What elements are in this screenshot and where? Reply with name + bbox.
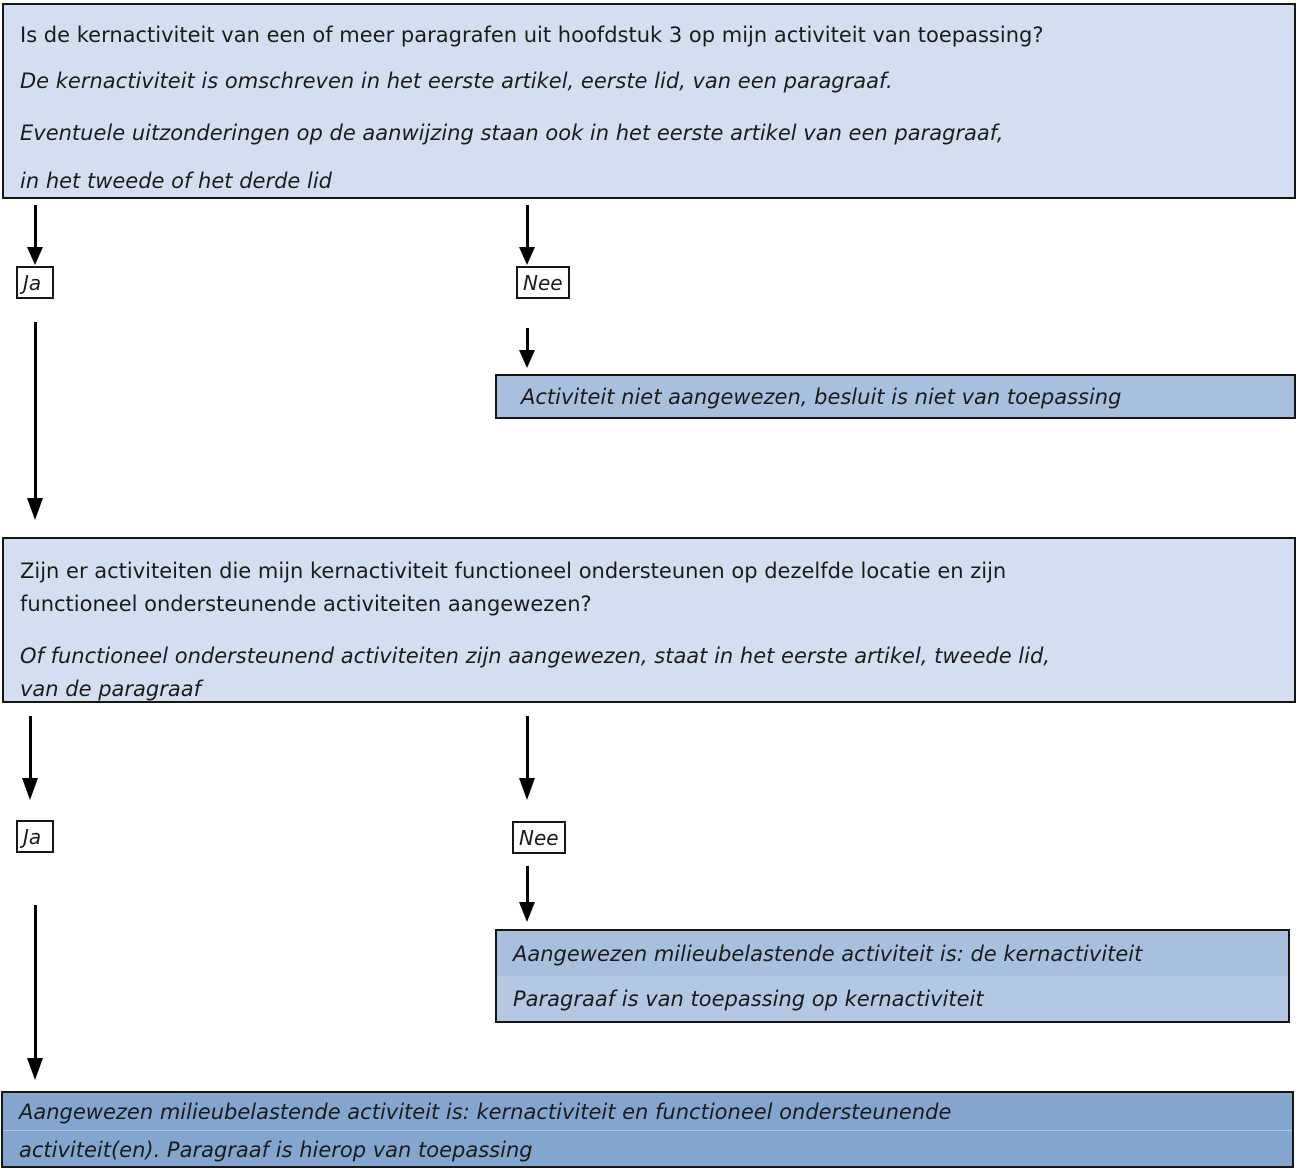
branch-label-nee-2: Nee [512,821,566,854]
outcome-box-core-and-supporting [1,1091,1294,1168]
decision2-question-line-2: functioneel ondersteunende activiteiten aangewezen? [20,592,592,616]
outcome-box-not-designated: Activiteit niet aangewezen, besluit is niet van toepassing [495,374,1296,419]
arrow-stem [29,716,32,778]
decision-box-supporting-activities [2,537,1296,703]
arrow-stem [526,328,529,350]
outcome-core-supporting-line-2: activiteit(en). Paragraaf is hierop van toepassing [3,1130,1292,1168]
arrow-down-icon [519,328,535,368]
arrow-stem [526,205,529,247]
decision2-note-2: van de paragraaf [20,677,202,701]
arrowhead-icon [519,247,535,265]
outcome-box-core-activity [495,929,1290,1023]
arrow-stem [34,322,37,498]
outcome-core-line-2: Paragraaf is van toepassing op kernactiviteit [497,976,1288,1021]
arrowhead-icon [22,778,38,800]
arrow-down-icon [519,205,535,265]
arrow-down-icon [27,205,43,265]
arrowhead-icon [519,902,535,922]
arrowhead-icon [27,247,43,265]
arrowhead-icon [27,498,43,520]
decision1-question: Is de kernactiviteit van een of meer paragrafen uit hoofdstuk 3 op mijn activiteit van toepassing? [20,23,1044,47]
arrowhead-icon [519,778,535,800]
arrow-down-icon [22,716,38,800]
decision1-note-3: in het tweede of het derde lid [20,169,332,193]
outcome-core-line-1: Aangewezen milieubelastende activiteit is: de kernactiviteit [513,941,1143,966]
outcome-core-supporting-line-1: Aangewezen milieubelastende activiteit is: kernactiviteit en functioneel ondersteunende [19,1099,952,1124]
arrow-down-icon [519,716,535,800]
arrow-stem [34,205,37,247]
arrow-stem [526,716,529,778]
branch-label-nee-1: Nee [516,266,570,299]
arrow-down-icon [27,322,43,520]
arrowhead-icon [27,1058,43,1080]
decision-box-core-activity [2,3,1296,199]
decision2-note-1: Of functioneel ondersteunend activiteiten zijn aangewezen, staat in het eerste artikel, tweede lid, [20,644,1050,668]
decision1-note-2: Eventuele uitzonderingen op de aanwijzing staan ook in het eerste artikel van een paragraaf, [20,121,1004,145]
decision1-note-1: De kernactiviteit is omschreven in het eerste artikel, eerste lid, van een paragraaf. [20,69,893,93]
arrow-down-icon [519,866,535,922]
arrow-stem [526,866,529,902]
arrowhead-icon [519,350,535,368]
arrow-stem [34,905,37,1058]
arrow-down-icon [27,905,43,1080]
branch-label-ja-2: Ja [16,820,54,853]
decision2-question-line-1: Zijn er activiteiten die mijn kernactiviteit functioneel ondersteunen op dezelfde locatie en zijn [20,559,1007,583]
branch-label-ja-1: Ja [16,266,54,299]
